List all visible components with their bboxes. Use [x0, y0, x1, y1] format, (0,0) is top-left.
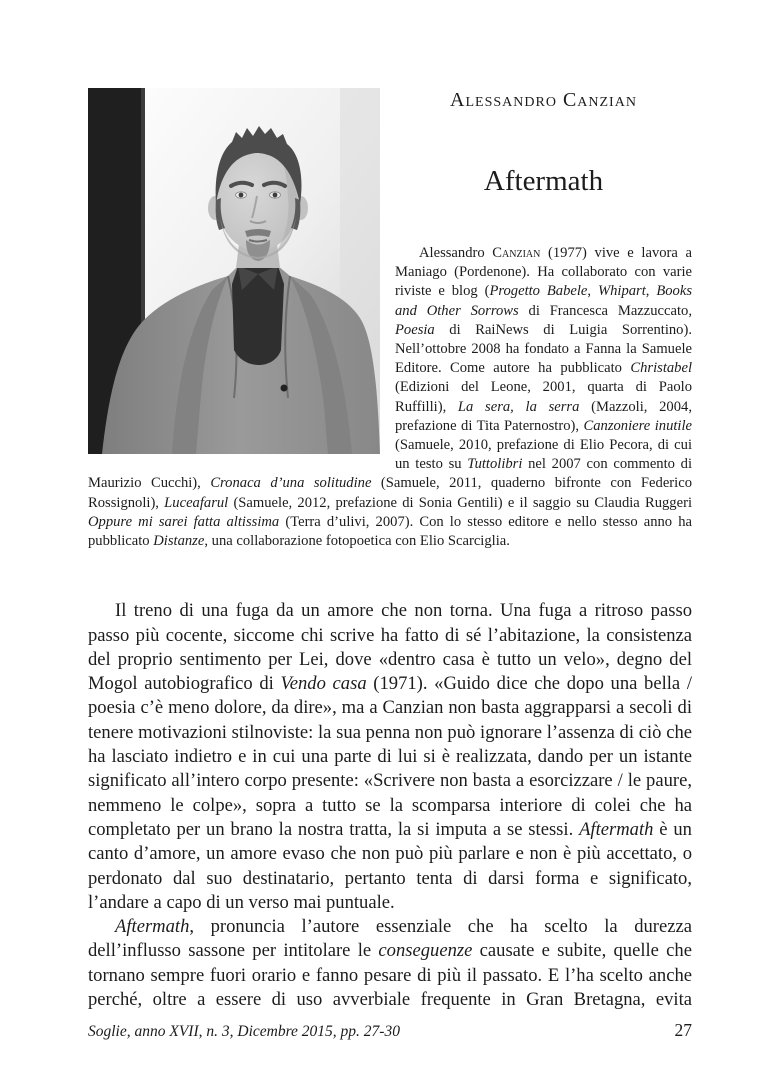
author-bio: Alessandro Canzian (1977) vive e lavora a Maniago (Pordenone). Ha collaborato con varie riviste e blog (Progetto Babele, Whipart, Books and Other Sorrows di Francesca Mazzuccato, Poesia di RaiNews di Luigia Sorrentino). Nell’ottobre 2008 ha fondato a Fanna la Samuele Editore. Come autore ha pubblicato Christabel (Edizioni del Leone, 2001, quarta di Paolo Ruffilli), La sera, la serra (Mazzoli, 2004, prefazione di Tita Paternostro), Canzoniere inutile (Samuele, 2010, prefazione di Elio Pecora, di cui un testo su Tuttolibri nel 2007 con commento di Maurizio Cucchi), Cronaca d’una solitudine (Samuele, 2011, quaderno bifronte con Federico Rossignoli), Luceafarul (Samuele, 2012, prefazione di Sonia Gentili) e il saggio su Claudia Ruggeri Oppure mi sarei fatta altissima (Terra d’ulivi, 2007). Con lo stesso editore e nello stesso anno ha pubblicato Distanze, una collaborazione fotopoetica con Elio Scarciglia.	[88, 245, 693, 550]
portrait-photo-image	[88, 88, 380, 454]
page-content	[88, 86, 692, 1012]
page-footer	[88, 1020, 692, 1041]
author-portrait-photo	[88, 88, 380, 454]
body-paragraph-1: Il treno di una fuga da un amore che non torna. Una fuga a ritroso passo passo più cocente, siccome chi scrive ha fatto di sé l’abitazione, la consistenza del proprio sentimento per Lei, dove «dentro casa è tutto un velo», degno del Mogol autobiografico di Vendo casa (1971). «Guido dice che dopo una bella / poesia c’è meno dolore, da dire», ma a Canzian non basta aggrapparsi a secoli di tenere motivazioni stilnoviste: la sua penna non può ignorare l’assenza di ciò che ha lasciato indietro e in cui una parte di lui si è realizzata, dando per un istante significato all’intero corpo presente: «Scrivere non basta a esorcizzare / le paure, nemmeno le colpe», sopra a tutto se la scomparsa interiore di colei che ha completato per un brano la nostra tratta, la si imputa a se stessi. Aftermath è un canto d’amore, un amore evaso che non può più parlare e non è più accettato, o perdonato dal suo destinatario, pertanto tenta di darsi forma e significato, l’andare a capo di un verso mai puntuale.	[88, 600, 693, 913]
article-title: Aftermath	[483, 165, 604, 197]
page-number: 27	[674, 1020, 692, 1040]
body-paragraph-2: Aftermath, pronuncia l’autore essenziale che ha scelto la durezza dell’influsso sassone per intitolare le conseguenze causate e subite, quelle che tornano sempre fuori orario e fanno pesare di più il passato. E l’ha scelto anche perché, oltre a essere di uso avverbiale frequente in Gran Bretagna, evita	[88, 916, 692, 1010]
journal-citation: Soglie, anno XVII, n. 3, Dicembre 2015, pp. 27-30	[88, 1023, 400, 1040]
author-heading: Alessandro Canzian	[450, 89, 637, 111]
